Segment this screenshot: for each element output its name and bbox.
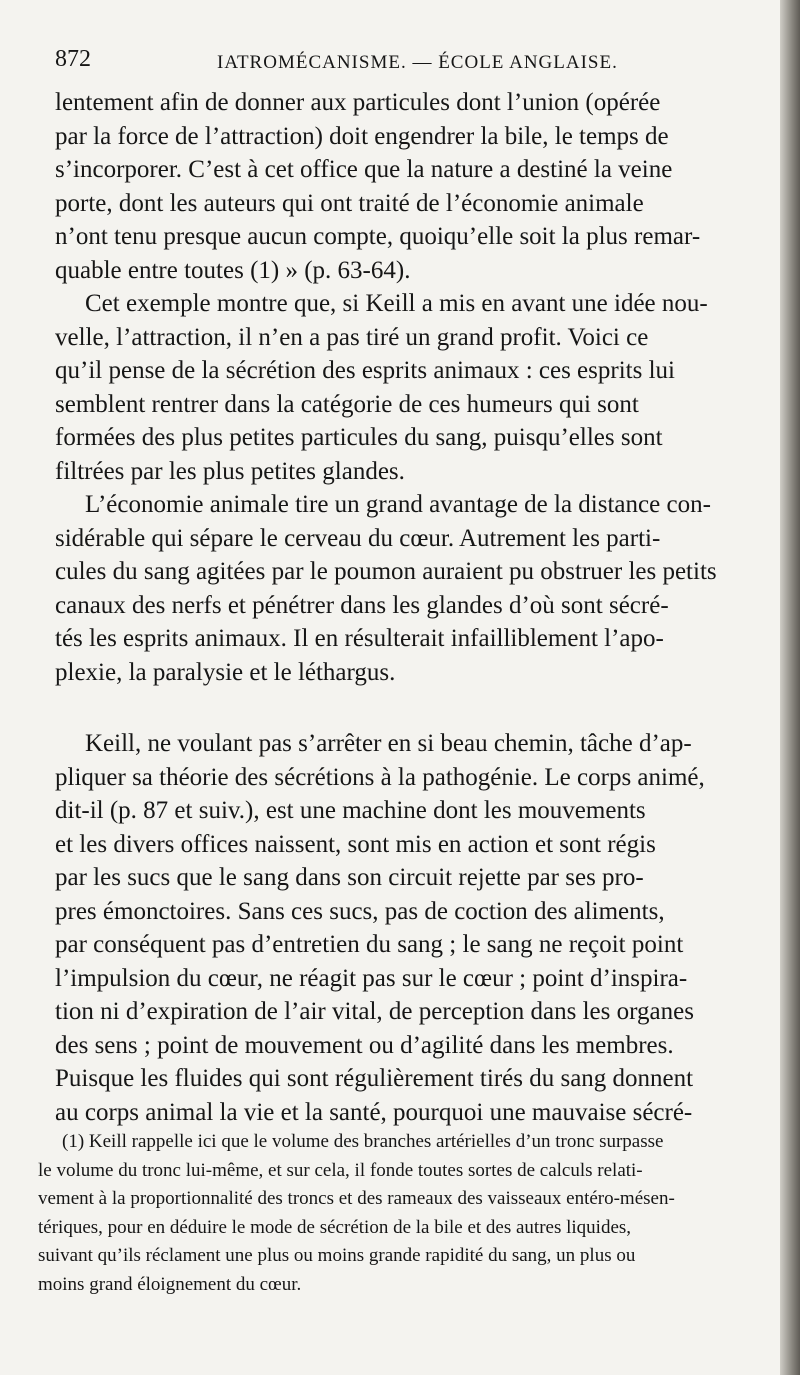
text-line: cules du sang agitées par le poumon auraient pu obstruer les petits <box>55 558 717 585</box>
text-line: sidérable qui sépare le cerveau du cœur. Autrement les parti- <box>55 524 661 552</box>
text-line: Puisque les fluides qui sont régulièrement tirés du sang donnent <box>55 1065 694 1092</box>
text-line: l’impulsion du cœur, ne réagit pas sur le cœur ; point d’inspira- <box>55 964 688 992</box>
footnote-line: suivant qu’ils réclament une plus ou moins grande rapidité du sang, un plus ou <box>38 1245 636 1266</box>
text-line: et les divers offices naissent, sont mis en action et sont régis <box>55 830 656 858</box>
paragraph-2 <box>55 287 755 488</box>
footnote-line: le volume du tronc lui-même, et sur cela, il fonde toutes sortes de calculs relati- <box>38 1159 643 1181</box>
text-line: par la force de l’attraction) doit engendrer la bile, le temps de <box>55 122 669 150</box>
text-line: n’ont tenu presque aucun compte, quoiqu’elle soit la plus remar- <box>55 223 701 250</box>
text-line: par les sucs que le sang dans son circuit rejette par ses pro- <box>55 864 644 891</box>
paragraph-4 <box>55 727 755 1129</box>
text-line: lentement afin de donner aux particules dont l’union (opérée <box>55 89 661 116</box>
footnote-line: tériques, pour en déduire le mode de sécrétion de la bile et des autres liquides, <box>38 1216 632 1238</box>
text-line: formées des plus petites particules du sang, puisqu’elles sont <box>55 424 663 451</box>
text-line: pliquer sa théorie des sécrétions à la pathogénie. Le corps animé, <box>55 763 705 791</box>
paragraph-3 <box>55 488 755 689</box>
page-edge-shadow <box>780 0 800 1375</box>
text-line: par conséquent pas d’entretien du sang ; le sang ne reçoit point <box>55 931 684 958</box>
running-head: IATROMÉCANISME. — ÉCOLE ANGLAISE. <box>217 52 618 73</box>
text-line: qu’il pense de la sécrétion des esprits animaux : ces esprits lui <box>55 357 675 384</box>
text-line: porte, dont les auteurs qui ont traité de l’économie animale <box>55 189 644 217</box>
text-line: s’incorporer. C’est à cet office que la nature a destiné la veine <box>55 156 673 183</box>
text-line: dit-il (p. 87 et suiv.), est une machine dont les mouvements <box>55 797 646 824</box>
text-line: Cet exemple montre que, si Keill a mis en avant une idée nou- <box>85 290 708 317</box>
text-line: Keill, ne voulant pas s’arrêter en si beau chemin, tâche d’ap- <box>85 730 692 757</box>
footnote-line: vement à la proportionnalité des troncs et des rameaux des vaisseaux entéro-mésen- <box>38 1188 675 1209</box>
body-text <box>55 86 755 1129</box>
paragraph-gap <box>55 689 755 727</box>
footnote-line: (1) Keill rappelle ici que le volume des branches artérielles d’un tronc surpasse <box>62 1131 664 1152</box>
text-line: filtrées par les plus petites glandes. <box>55 457 405 485</box>
footnote <box>38 1128 756 1299</box>
text-line: plexie, la paralysie et le léthargus. <box>55 658 396 686</box>
text-line: quable entre toutes (1) » (p. 63-64). <box>55 256 411 284</box>
text-line: velle, l’attraction, il n’en a pas tiré un grand profit. Voici ce <box>55 323 649 351</box>
text-line: des sens ; point de mouvement ou d’agilité dans les membres. <box>55 1031 674 1059</box>
page-header <box>55 46 755 82</box>
text-line: L’économie animale tire un grand avantage de la distance con- <box>85 491 711 518</box>
paragraph-1 <box>55 86 755 287</box>
text-line: tion ni d’expiration de l’air vital, de perception dans les organes <box>55 998 694 1025</box>
footnote-line: moins grand éloignement du cœur. <box>38 1273 302 1295</box>
text-line: tés les esprits animaux. Il en résulterait infailliblement l’apo- <box>55 625 664 652</box>
text-line: pres émonctoires. Sans ces sucs, pas de coction des aliments, <box>55 897 665 925</box>
page-number: 872 <box>55 46 91 72</box>
text-line: semblent rentrer dans la catégorie de ces humeurs qui sont <box>55 390 639 418</box>
text-line: au corps animal la vie et la santé, pourquoi une mauvaise sécré- <box>55 1098 693 1126</box>
text-line: canaux des nerfs et pénétrer dans les glandes d’où sont sécré- <box>55 591 669 619</box>
